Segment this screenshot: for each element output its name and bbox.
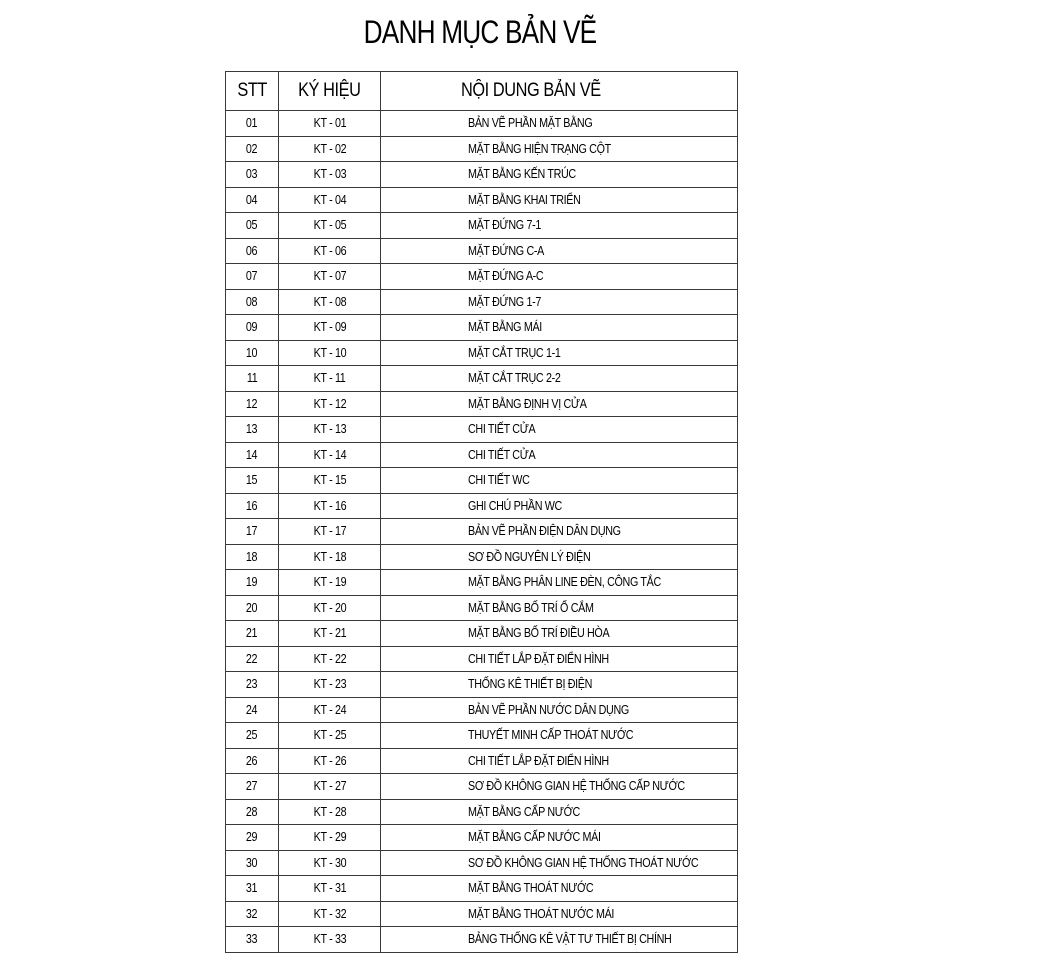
cell-code: KT - 06 bbox=[279, 238, 381, 264]
cell-stt: 09 bbox=[226, 315, 279, 341]
table-row bbox=[226, 264, 738, 290]
table-row bbox=[226, 315, 738, 341]
cell-content: GHI CHÚ PHẦN WC bbox=[381, 493, 738, 519]
header-content: NỘI DUNG BẢN VẼ bbox=[381, 72, 738, 111]
table-row bbox=[226, 493, 738, 519]
table-row bbox=[226, 774, 738, 800]
cell-stt: 04 bbox=[226, 187, 279, 213]
cell-stt: 23 bbox=[226, 672, 279, 698]
cell-content: MẶT CẮT TRỤC 2-2 bbox=[381, 366, 738, 392]
cell-stt: 18 bbox=[226, 544, 279, 570]
cell-stt: 26 bbox=[226, 748, 279, 774]
table-row bbox=[226, 136, 738, 162]
cell-code: KT - 27 bbox=[279, 774, 381, 800]
table-row bbox=[226, 213, 738, 239]
cell-content: BẢN VẼ PHẦN NƯỚC DÂN DỤNG bbox=[381, 697, 738, 723]
table-row bbox=[226, 238, 738, 264]
cell-code: KT - 01 bbox=[279, 111, 381, 137]
cell-stt: 06 bbox=[226, 238, 279, 264]
cell-stt: 17 bbox=[226, 519, 279, 545]
cell-content: MẶT BẰNG CẤP NƯỚC bbox=[381, 799, 738, 825]
cell-code: KT - 11 bbox=[279, 366, 381, 392]
table-row bbox=[226, 646, 738, 672]
cell-stt: 11 bbox=[226, 366, 279, 392]
cell-content: SƠ ĐỒ KHÔNG GIAN HỆ THỐNG THOÁT NƯỚC bbox=[381, 850, 738, 876]
cell-stt: 20 bbox=[226, 595, 279, 621]
table-row bbox=[226, 366, 738, 392]
cell-code: KT - 18 bbox=[279, 544, 381, 570]
table-row bbox=[226, 723, 738, 749]
cell-stt: 31 bbox=[226, 876, 279, 902]
cell-content: MẶT ĐỨNG 7-1 bbox=[381, 213, 738, 239]
cell-code: KT - 15 bbox=[279, 468, 381, 494]
cell-content: MẶT BẰNG ĐỊNH VỊ CỬA bbox=[381, 391, 738, 417]
header-code: KÝ HIỆU bbox=[279, 72, 381, 111]
cell-code: KT - 32 bbox=[279, 901, 381, 927]
cell-code: KT - 07 bbox=[279, 264, 381, 290]
cell-code: KT - 22 bbox=[279, 646, 381, 672]
header-stt: STT bbox=[226, 72, 279, 111]
cell-code: KT - 05 bbox=[279, 213, 381, 239]
cell-content: MẶT BẰNG MÁI bbox=[381, 315, 738, 341]
table-row bbox=[226, 187, 738, 213]
cell-stt: 13 bbox=[226, 417, 279, 443]
cell-code: KT - 31 bbox=[279, 876, 381, 902]
cell-content: MẶT BẰNG PHÂN LINE ĐÈN, CÔNG TẮC bbox=[381, 570, 738, 596]
page-title: DANH MỤC BẢN VẼ bbox=[363, 14, 597, 50]
cell-content: MẶT BẰNG BỐ TRÍ ĐIỀU HÒA bbox=[381, 621, 738, 647]
cell-content: CHI TIẾT WC bbox=[381, 468, 738, 494]
table-row bbox=[226, 672, 738, 698]
cell-stt: 22 bbox=[226, 646, 279, 672]
table-row bbox=[226, 519, 738, 545]
table-row bbox=[226, 544, 738, 570]
cell-stt: 16 bbox=[226, 493, 279, 519]
table-row bbox=[226, 595, 738, 621]
cell-code: KT - 19 bbox=[279, 570, 381, 596]
cell-content: MẶT ĐỨNG 1-7 bbox=[381, 289, 738, 315]
cell-code: KT - 20 bbox=[279, 595, 381, 621]
cell-stt: 30 bbox=[226, 850, 279, 876]
cell-code: KT - 29 bbox=[279, 825, 381, 851]
table-body bbox=[226, 111, 738, 953]
table-row bbox=[226, 289, 738, 315]
cell-code: KT - 13 bbox=[279, 417, 381, 443]
cell-content: CHI TIẾT CỬA bbox=[381, 442, 738, 468]
table-row bbox=[226, 340, 738, 366]
cell-content: CHI TIẾT LẮP ĐẶT ĐIỂN HÌNH bbox=[381, 646, 738, 672]
cell-content: MẶT ĐỨNG C-A bbox=[381, 238, 738, 264]
cell-content: BẢNG THỐNG KÊ VẬT TƯ THIẾT BỊ CHÍNH bbox=[381, 927, 738, 953]
cell-code: KT - 03 bbox=[279, 162, 381, 188]
cell-content: MẶT ĐỨNG A-C bbox=[381, 264, 738, 290]
cell-code: KT - 16 bbox=[279, 493, 381, 519]
cell-code: KT - 33 bbox=[279, 927, 381, 953]
cell-code: KT - 10 bbox=[279, 340, 381, 366]
table-row bbox=[226, 927, 738, 953]
cell-content: MẶT BẰNG KẾN TRÚC bbox=[381, 162, 738, 188]
cell-code: KT - 30 bbox=[279, 850, 381, 876]
drawing-list-table bbox=[225, 71, 738, 953]
cell-stt: 21 bbox=[226, 621, 279, 647]
cell-stt: 05 bbox=[226, 213, 279, 239]
table-row bbox=[226, 621, 738, 647]
table-row bbox=[226, 850, 738, 876]
cell-stt: 08 bbox=[226, 289, 279, 315]
cell-code: KT - 02 bbox=[279, 136, 381, 162]
cell-stt: 10 bbox=[226, 340, 279, 366]
table-header-row bbox=[226, 72, 738, 111]
cell-code: KT - 09 bbox=[279, 315, 381, 341]
cell-stt: 25 bbox=[226, 723, 279, 749]
cell-content: SƠ ĐỒ KHÔNG GIAN HỆ THỐNG CẤP NƯỚC bbox=[381, 774, 738, 800]
table-row bbox=[226, 468, 738, 494]
table-row bbox=[226, 876, 738, 902]
table-row bbox=[226, 417, 738, 443]
cell-content: MẶT BẰNG THOÁT NƯỚC bbox=[381, 876, 738, 902]
cell-content: MẶT BẰNG THOÁT NƯỚC MÁI bbox=[381, 901, 738, 927]
table-row bbox=[226, 570, 738, 596]
cell-code: KT - 21 bbox=[279, 621, 381, 647]
cell-stt: 03 bbox=[226, 162, 279, 188]
table-row bbox=[226, 825, 738, 851]
cell-code: KT - 25 bbox=[279, 723, 381, 749]
cell-stt: 32 bbox=[226, 901, 279, 927]
table-row bbox=[226, 697, 738, 723]
cell-content: CHI TIẾT CỬA bbox=[381, 417, 738, 443]
cell-content: MẶT BẰNG HIỆN TRẠNG CỘT bbox=[381, 136, 738, 162]
cell-code: KT - 23 bbox=[279, 672, 381, 698]
cell-content: MẶT CẮT TRỤC 1-1 bbox=[381, 340, 738, 366]
cell-stt: 01 bbox=[226, 111, 279, 137]
cell-code: KT - 28 bbox=[279, 799, 381, 825]
cell-stt: 15 bbox=[226, 468, 279, 494]
cell-stt: 28 bbox=[226, 799, 279, 825]
cell-code: KT - 26 bbox=[279, 748, 381, 774]
cell-content: CHI TIẾT LẮP ĐẶT ĐIỂN HÌNH bbox=[381, 748, 738, 774]
cell-stt: 12 bbox=[226, 391, 279, 417]
cell-content: MẶT BẰNG BỐ TRÍ Ổ CẮM bbox=[381, 595, 738, 621]
table-row bbox=[226, 162, 738, 188]
cell-code: KT - 12 bbox=[279, 391, 381, 417]
cell-content: THUYẾT MINH CẤP THOÁT NƯỚC bbox=[381, 723, 738, 749]
cell-content: MẶT BẰNG KHAI TRIỂN bbox=[381, 187, 738, 213]
table-row bbox=[226, 901, 738, 927]
cell-content: SƠ ĐỒ NGUYÊN LÝ ĐIỆN bbox=[381, 544, 738, 570]
cell-code: KT - 08 bbox=[279, 289, 381, 315]
cell-stt: 27 bbox=[226, 774, 279, 800]
cell-code: KT - 14 bbox=[279, 442, 381, 468]
cell-content: THỐNG KÊ THIẾT BỊ ĐIỆN bbox=[381, 672, 738, 698]
cell-stt: 07 bbox=[226, 264, 279, 290]
table-row bbox=[226, 391, 738, 417]
cell-stt: 14 bbox=[226, 442, 279, 468]
cell-stt: 24 bbox=[226, 697, 279, 723]
table-row bbox=[226, 799, 738, 825]
cell-code: KT - 24 bbox=[279, 697, 381, 723]
cell-content: MẶT BẰNG CẤP NƯỚC MÁI bbox=[381, 825, 738, 851]
table-row bbox=[226, 442, 738, 468]
cell-content: BẢN VẼ PHẦN MẶT BẰNG bbox=[381, 111, 738, 137]
table-row bbox=[226, 111, 738, 137]
cell-content: BẢN VẼ PHẦN ĐIỆN DÂN DỤNG bbox=[381, 519, 738, 545]
cell-stt: 02 bbox=[226, 136, 279, 162]
cell-stt: 33 bbox=[226, 927, 279, 953]
cell-code: KT - 17 bbox=[279, 519, 381, 545]
cell-stt: 29 bbox=[226, 825, 279, 851]
table-row bbox=[226, 748, 738, 774]
cell-stt: 19 bbox=[226, 570, 279, 596]
cell-code: KT - 04 bbox=[279, 187, 381, 213]
